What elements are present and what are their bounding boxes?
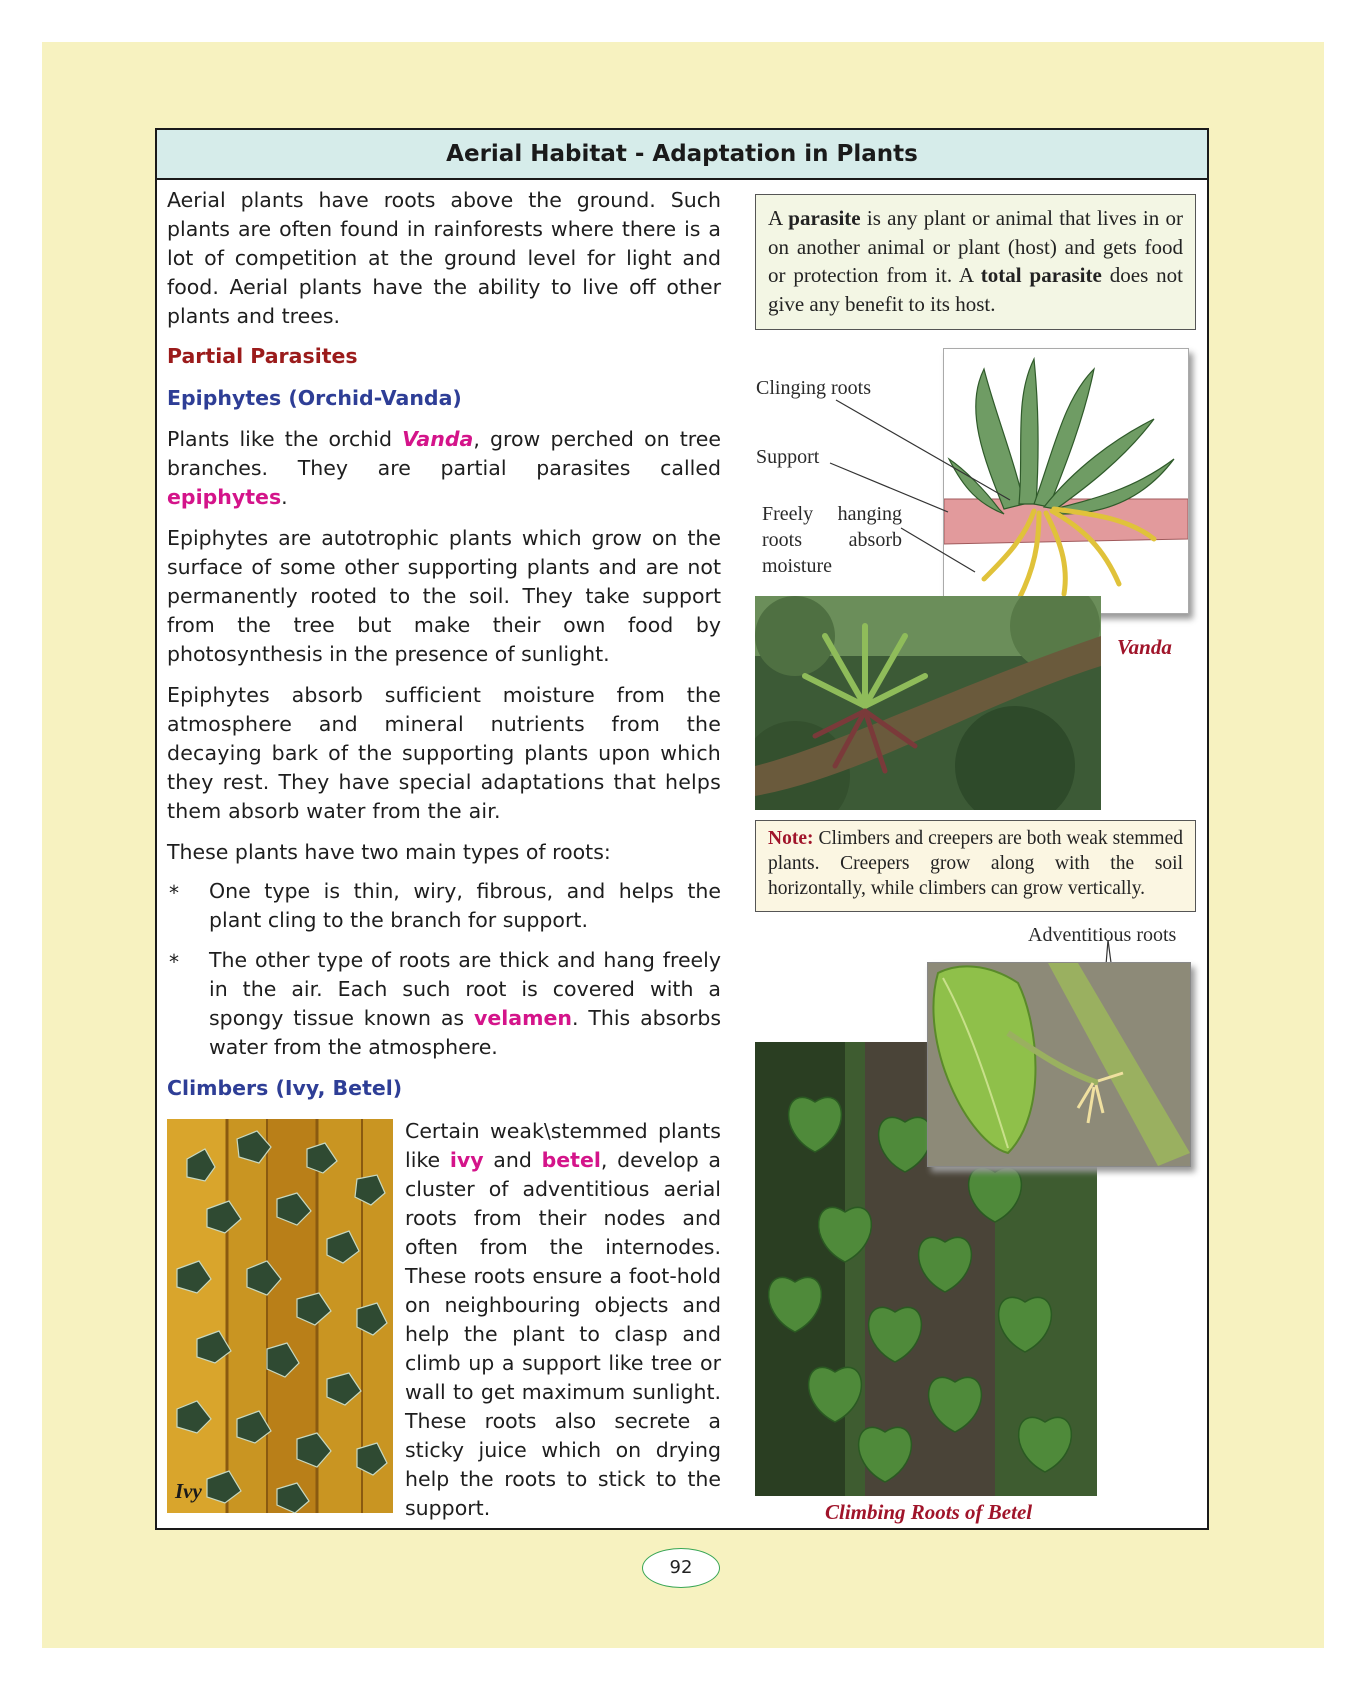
roots-intro: These plants have two main types of roots: [167,840,611,864]
vanda-photo-drawing [755,596,1101,810]
parasite-text-3: does not give any benefit to its host. [768,263,1183,316]
absorb-paragraph: Epiphytes absorb sufficient moisture from the atmosphere and mineral nutrients from the decaying bark of the supporting plants upon which they rest. They have special adaptations that helps them absorb water from the air. [167,683,721,823]
total-parasite-term: total parasite [980,263,1102,287]
vanda-term: Vanda [402,427,474,451]
note-text [768,826,1183,901]
autotrophic-paragraph: Epiphytes are autotrophic plants which grow on the surface of some other supporting plants and are not permanently rooted to the soil. They take support from the tree but make their own food by photosynthesis in the presence of sunlight. [167,526,721,666]
climbers-text-2: and [483,1148,542,1172]
vanda-para-text-2: , grow perched on tree branches. They are partial parasites called [167,427,721,480]
note-body: Climbers and creepers are both weak stemmed plants. Creepers grow along with the soil horizontally, while climbers can grow vertically. [768,828,1183,899]
parasite-term: parasite [788,206,861,230]
betel-caption: Climbing Roots of Betel [825,1500,1033,1524]
bullet-1: One type is thin, wiry, fibrous, and helps the plant cling to the branch for support. [209,879,721,932]
bullet-2-text-1: The other type of roots are thick and hang freely in the air. Each such root is covered with a spongy tissue known as [209,948,721,1030]
clinging-roots-label: Clinging roots [756,377,872,399]
climbers-text-1: Certain weak\stemmed plants like [405,1119,721,1172]
note-box [755,820,1196,912]
betel-term: betel [541,1148,601,1172]
velamen-term: velamen [473,1006,572,1030]
climbers-text-3: , develop a cluster of adventitious aerial roots from their nodes and often from the internodes. These roots ensure a foot-hold on neighbouring objects and help the plant to clasp and climb up a support like tree or wall to get maximum sunlight. These roots also secrete a sticky juice which on drying help the roots to stick to the support. [405,1148,721,1520]
vanda-photo [755,596,1101,810]
climbers-heading: Climbers (Ivy, Betel) [167,1076,403,1100]
betel-closeup-drawing [928,963,1190,1166]
vanda-para-text-3: . [281,485,288,509]
adventitious-roots-label: Adventitious roots [1028,924,1177,946]
partial-parasites-heading: Partial Parasites [167,344,358,368]
epiphytes-term: epiphytes [167,485,282,509]
parasite-text-2: is any plant or animal that lives in or on another animal or plant (host) and gets food or protection from it. A [768,206,1183,287]
page-title: Aerial Habitat - Adaptation in Plants [446,141,918,167]
bullet-2-text-2: . This absorbs water from the atmosphere. [209,1006,722,1059]
intro-paragraph: Aerial plants have roots above the ground. Such plants are often found in rainforests where there is a lot of competition at the ground level for light and food. Aerial plants have the ability to live off other plants and trees. [167,188,721,328]
vanda-caption: Vanda [1117,635,1172,659]
vanda-para-text-1: Plants like the orchid [167,427,403,451]
ivy-caption: Ivy [175,1479,202,1503]
support-label: Support [756,446,820,468]
ivy-term: ivy [449,1148,484,1172]
betel-closeup-photo [927,962,1191,1167]
page-number: 92 [642,1548,720,1588]
freely-hanging-label: Freely hanging roots absorb moisture [762,503,902,577]
bullet-marker-2: * [169,950,179,974]
bullet-marker-1: * [169,881,179,905]
epiphytes-heading: Epiphytes (Orchid-Vanda) [167,386,462,410]
parasite-text-1: A [768,206,789,230]
note-label: Note: [768,828,814,849]
